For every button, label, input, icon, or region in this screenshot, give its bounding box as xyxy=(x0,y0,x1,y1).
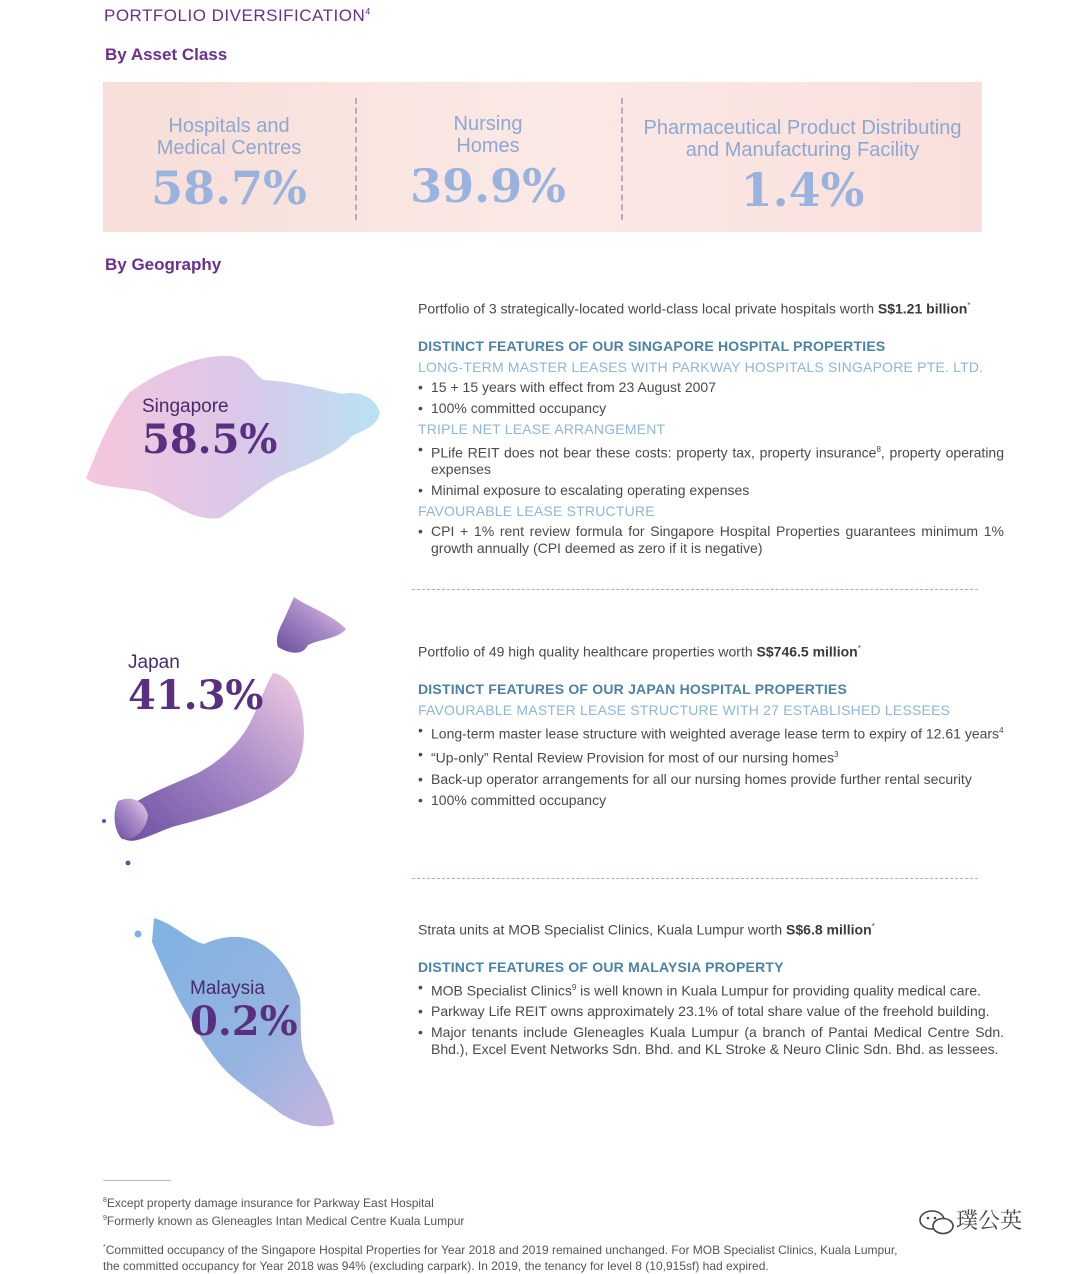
region-singapore xyxy=(142,396,277,462)
list-item: • CPI + 1% rent review formula for Singapore Hospital Properties guarantees minimum 1% growth annually (CPI deemed as zero if it is negative) xyxy=(418,523,1004,557)
worth-line: Portfolio of 3 strategically-located world-class local private hospitals worth S$1.21 billion* xyxy=(418,300,971,317)
subheading: FAVOURABLE LEASE STRUCTURE xyxy=(418,503,655,520)
singapore-details xyxy=(418,297,1004,561)
list-item: • Long-term master lease structure with weighted average lease term to expiry of 12.61 years$^4$ xyxy=(418,722,1004,743)
japan-map xyxy=(98,595,353,870)
asset-label: Nursing Homes xyxy=(453,113,523,157)
section-divider xyxy=(412,878,978,879)
list-item: • 100% committed occupancy xyxy=(418,792,1004,809)
features-heading: DISTINCT FEATURES OF OUR JAPAN HOSPITAL PROPERTIES xyxy=(418,680,847,697)
malaysia-details xyxy=(418,918,1004,1062)
footnote-rule xyxy=(103,1180,171,1181)
list-item: • PLife REIT does not bear these costs: property tax, property insurance$^8$, property operating expenses xyxy=(418,441,1004,479)
region-value: 41.3% xyxy=(128,672,264,719)
list-item: • Minimal exposure to escalating operating expenses xyxy=(418,482,1004,499)
bullet-list xyxy=(418,722,1004,809)
list-item: • 15 + 15 years with effect from 23 August 2007 xyxy=(418,379,1004,396)
region-japan xyxy=(128,652,263,718)
list-item: • MOB Specialist Clinics$^9$ is well known in Kuala Lumpur for providing quality medical care. xyxy=(418,979,1004,1000)
worth-line: Strata units at MOB Specialist Clinics, Kuala Lumpur worth S$6.8 million* xyxy=(418,921,875,938)
list-item: • Parkway Life REIT owns approximately 23.1% of total share value of the freehold building. xyxy=(418,1003,1004,1020)
section-divider xyxy=(412,589,978,590)
region-malaysia xyxy=(190,978,298,1044)
worth-line: Portfolio of 49 high quality healthcare properties worth S$746.5 million* xyxy=(418,643,861,660)
region-name: Malaysia xyxy=(190,978,265,999)
region-value: 0.2% xyxy=(190,998,298,1045)
region-name: Japan xyxy=(128,652,180,673)
subheading: FAVOURABLE MASTER LEASE STRUCTURE WITH 27 ESTABLISHED LESSEES xyxy=(418,701,951,718)
asset-hospitals xyxy=(103,82,355,232)
list-item: • Major tenants include Gleneagles Kuala Lumpur (a branch of Pantai Medical Centre Sdn. Bhd.), Excel Event Networks Sdn. Bhd. and KL Stroke & Neuro Clinic Sdn. Bhd. as lessees. xyxy=(418,1024,1004,1058)
bullet-list xyxy=(418,441,1004,500)
subheading: TRIPLE NET LEASE ARRANGEMENT xyxy=(418,420,666,437)
features-heading: DISTINCT FEATURES OF OUR MALAYSIA PROPERTY xyxy=(418,958,784,975)
asset-pharma xyxy=(623,82,982,232)
asset-nursing xyxy=(357,82,619,232)
asset-class-band xyxy=(103,82,982,232)
list-item: • Back-up operator arrangements for all our nursing homes provide further rental security xyxy=(418,771,1004,788)
footnote-star: *Committed occupancy of the Singapore Hospital Properties for Year 2018 and 2019 remained unchanged. For MOB Specialist Clinics, Kuala Lumpur, the committed occupancy for Year 2018 was 94% (excluding carpark). In 2019, the tenancy for level 8 (10,915sf) had expired. xyxy=(103,1243,898,1273)
page-title: PORTFOLIO DIVERSIFICATION$^4$ xyxy=(104,6,371,25)
japan-details xyxy=(418,640,1004,813)
list-item: • “Up-only” Rental Review Provision for most of our nursing homes$^3$ xyxy=(418,746,1004,767)
footnote-8: $^8$Except property damage insurance for Parkway East Hospital xyxy=(103,1196,434,1210)
region-value: 58.5% xyxy=(142,416,278,463)
features-heading: DISTINCT FEATURES OF OUR SINGAPORE HOSPITAL PROPERTIES xyxy=(418,337,886,354)
geography-heading: By Geography xyxy=(105,255,222,274)
footnote-9: $^9$Formerly known as Gleneagles Intan Medical Centre Kuala Lumpur xyxy=(103,1214,465,1228)
subheading: LONG-TERM MASTER LEASES WITH PARKWAY HOSPITALS SINGAPORE PTE. LTD. xyxy=(418,358,984,375)
wechat-icon xyxy=(918,1208,956,1236)
asset-class-heading: By Asset Class xyxy=(105,45,228,64)
bullet-list xyxy=(418,523,1004,557)
asset-label: Pharmaceutical Product Distributing and Manufacturing Facility xyxy=(643,117,962,161)
watermark: 璞公英 xyxy=(918,1204,1022,1236)
asset-label: Hospitals and Medical Centres xyxy=(156,115,302,159)
asset-value: 58.7% xyxy=(151,161,307,215)
bullet-list xyxy=(418,979,1004,1059)
region-name: Singapore xyxy=(142,396,229,417)
list-item: • 100% committed occupancy xyxy=(418,400,1004,417)
bullet-list xyxy=(418,379,1004,417)
asset-value: 39.9% xyxy=(410,159,566,213)
asset-value: 1.4% xyxy=(740,163,865,217)
